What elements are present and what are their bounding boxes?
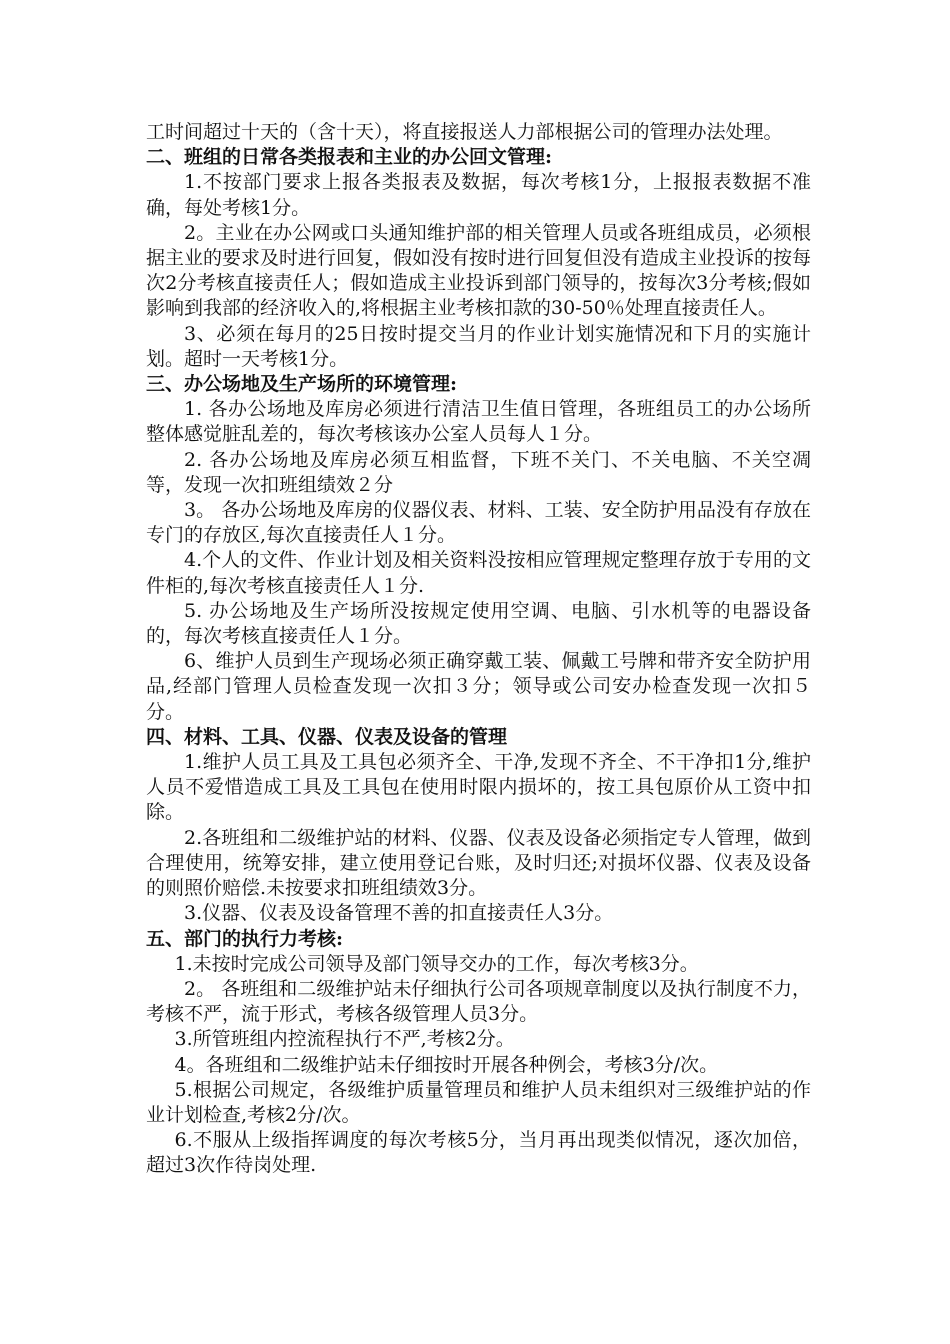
paragraph-reports-item-2: 2。主业在办公网或口头通知维护部的相关管理人员或各班组成员，必须根据主业的要求及时进行回复，假如没有按时进行回复但没有造成主业投诉的按每次2分考核直接责任人；假如造成主业投诉到部门领导的，按每次3分考核;假如影响到我部的经济收入的,将根据主业考核扣款的30-50％处理直接责任人。 — [146, 221, 812, 320]
paragraph-reports-item-3: 3、必须在每月的25日按时提交当月的作业计划实施情况和下月的实施计划。超时一天考核1分。 — [146, 322, 811, 370]
paragraph-continuation: 工时间超过十天的（含十天），将直接报送人力部根据公司的管理办法处理。 — [146, 121, 783, 143]
paragraph-environment-item-5: 5. 办公场地及生产场所没按规定使用空调、电脑、引水机等的电器设备的，每次考核直接责任人１分。 — [146, 599, 811, 648]
section-heading-environment: 三、办公场地及生产场所的环境管理: — [146, 373, 458, 396]
paragraph-environment-item-6: 6、维护人员到生产现场必须正确穿戴工装、佩戴工号牌和带齐安全防护用品,经部门管理人员检查发现一次扣３分；领导或公司安办检查发现一次扣５分。 — [146, 650, 811, 723]
section-heading-reports: 二、班组的日常各类报表和主业的办公回文管理: — [146, 146, 553, 169]
paragraph-execution-item-5: 5.根据公司规定，各级维护质量管理员和维护人员未组织对三级维护站的作业计划检查,考核2分/次。 — [146, 1078, 811, 1126]
paragraph-execution-item-2: 2。 各班组和二级维护站未仔细执行公司各项规章制度以及执行制度不力，考核不严，流于形式，考核各级管理人员3分。 — [146, 977, 811, 1026]
paragraph-environment-item-4: 4.个人的文件、作业计划及相关资料没按相应管理规定整理存放于专用的文件柜的,每次考核直接责任人１分. — [146, 549, 811, 597]
paragraph-execution-item-3: 3.所管班组内控流程执行不严,考核2分。 — [174, 1028, 515, 1051]
paragraph-execution-item-1: 1.未按时完成公司领导及部门领导交办的工作，每次考核3分。 — [174, 952, 699, 975]
paragraph-execution-item-4: 4。各班组和二级维护站未仔细按时开展各种例会，考核3分/次。 — [174, 1053, 719, 1076]
paragraph-environment-item-3: 3。 各办公场地及库房的仪器仪表、材料、工装、安全防护用品没有存放在专门的存放区,每次直接责任人１分。 — [146, 499, 811, 547]
paragraph-equipment-item-3: 3.仪器、仪表及设备管理不善的扣直接责任人3分。 — [184, 902, 614, 925]
document-body — [146, 120, 811, 1179]
paragraph-equipment-item-1: 1.维护人员工具及工具包必须齐全、干净,发现不齐全、不干净扣1分,维护人员不爱惜造成工具及工具包在使用时限内损坏的，按工具包原价从工资中扣除。 — [146, 751, 811, 824]
paragraph-reports-item-1: 1.不按部门要求上报各类报表及数据，每次考核1分，上报报表数据不准确，每处考核1分。 — [146, 171, 811, 219]
paragraph-execution-item-6: 6.不服从上级指挥调度的每次考核5分，当月再出现类似情况，逐次加倍，超过3次作待岗处理. — [146, 1129, 811, 1177]
paragraph-equipment-item-2: 2.各班组和二级维护站的材料、仪器、仪表及设备必须指定专人管理，做到合理使用，统筹安排，建立使用登记台账，及时归还;对损坏仪器、仪表及设备的则照价赔偿.未按要求扣班组绩效3分。 — [146, 826, 811, 900]
section-heading-equipment: 四、材料、工具、仪器、仪表及设备的管理 — [146, 725, 508, 748]
section-heading-execution: 五、部门的执行力考核: — [146, 927, 344, 950]
paragraph-environment-item-1: 1. 各办公场地及库房必须进行清洁卫生值日管理，各班组员工的办公场所整体感觉脏乱差的，每次考核该办公室人员每人１分。 — [146, 398, 811, 446]
paragraph-environment-item-2: 2. 各办公场地及库房必须互相监督，下班不关门、不关电脑、不关空凋等，发现一次扣班组绩效２分 — [146, 448, 811, 496]
